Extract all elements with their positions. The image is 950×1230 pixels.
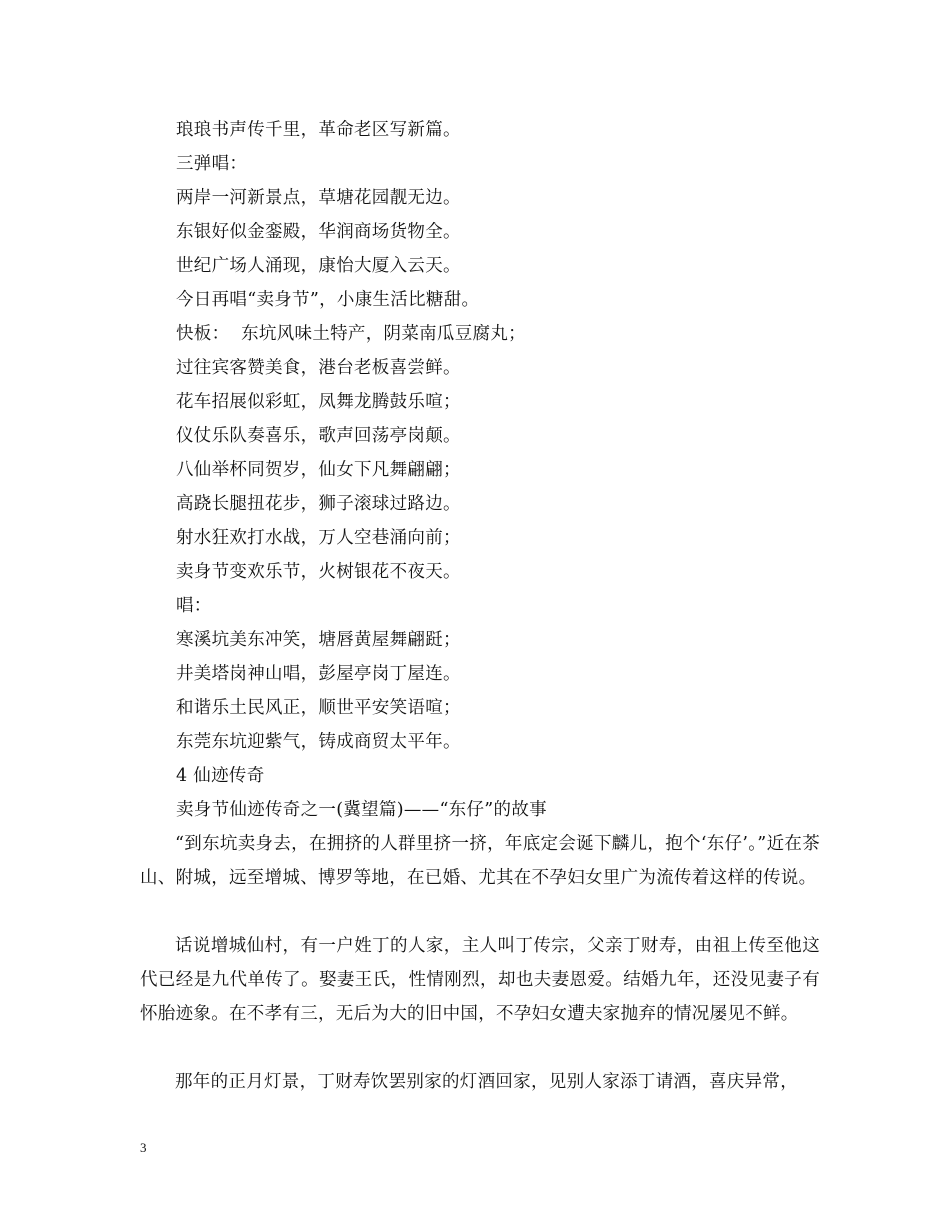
verse-line: 过往宾客赞美食，港台老板喜尝鲜。 bbox=[176, 358, 461, 378]
verse-line: 卖身节变欢乐节，火树银花不夜天。 bbox=[176, 562, 461, 582]
verse-line: 仪仗乐队奏喜乐，歌声回荡亭岗颠。 bbox=[176, 426, 461, 446]
section-label: 唱： bbox=[176, 596, 212, 616]
verse-line: 东莞东坑迎紫气，铸成商贸太平年。 bbox=[176, 732, 461, 752]
verse-line: 花车招展似彩虹，凤舞龙腾鼓乐喧； bbox=[176, 392, 461, 412]
verse-line: 琅琅书声传千里，革命老区写新篇。 bbox=[176, 120, 461, 140]
section-label: 三弹唱： bbox=[176, 154, 248, 174]
verse-line: 井美塔岗神山唱，彭屋亭岗丁屋连。 bbox=[176, 664, 461, 684]
verse-line: 世纪广场人涌现，康怡大厦入云天。 bbox=[176, 256, 461, 276]
verse-line: 和谐乐土民风正，顺世平安笑语喧； bbox=[176, 698, 461, 718]
verse-line: 两岸一河新景点，草塘花园靓无边。 bbox=[176, 188, 461, 208]
section-heading: 4 仙迹传奇 bbox=[176, 766, 265, 786]
body-paragraph: 那年的正月灯景，丁财寿饮罢别家的灯酒回家，见别人家添丁请酒，喜庆异常， bbox=[175, 1072, 798, 1092]
page-number: 3 bbox=[140, 1140, 147, 1155]
story-title: 卖身节仙迹传奇之一(冀望篇)——“东仔”的故事 bbox=[176, 800, 547, 820]
verse-line: 寒溪坑美东冲笑，塘唇黄屋舞翩跹； bbox=[176, 630, 461, 650]
verse-line: 射水狂欢打水战，万人空巷涌向前； bbox=[176, 528, 461, 548]
verse-line: 快板： 东坑风味土特产，阴菜南瓜豆腐丸； bbox=[176, 324, 526, 344]
body-paragraph: “到东坑卖身去，在拥挤的人群里挤一挤，年底定会诞下麟儿，抱个‘东仔’。”近在茶山、附城，远至增城、博罗等地，在已婚、尤其在不孕妇女里广为流传着这样的传说。 bbox=[140, 834, 820, 888]
body-paragraph: 话说增城仙村，有一户姓丁的人家，主人叫丁传宗，父亲丁财寿，由祖上传至他这代已经是九代单传了。娶妻王氏，性情刚烈，却也夫妻恩爱。结婚九年，还没见妻子有怀胎迹象。在不孝有三，无后为大的旧中国，不孕妇女遭夫家抛弃的情况屡见不鲜。 bbox=[140, 936, 820, 1024]
verse-line: 八仙举杯同贺岁，仙女下凡舞翩翩； bbox=[176, 460, 461, 480]
verse-line: 高跷长腿扭花步，狮子滚球过路边。 bbox=[176, 494, 461, 514]
verse-line: 东银好似金銮殿，华润商场货物全。 bbox=[176, 222, 461, 242]
verse-line: 今日再唱“卖身节”，小康生活比糖甜。 bbox=[176, 290, 480, 310]
